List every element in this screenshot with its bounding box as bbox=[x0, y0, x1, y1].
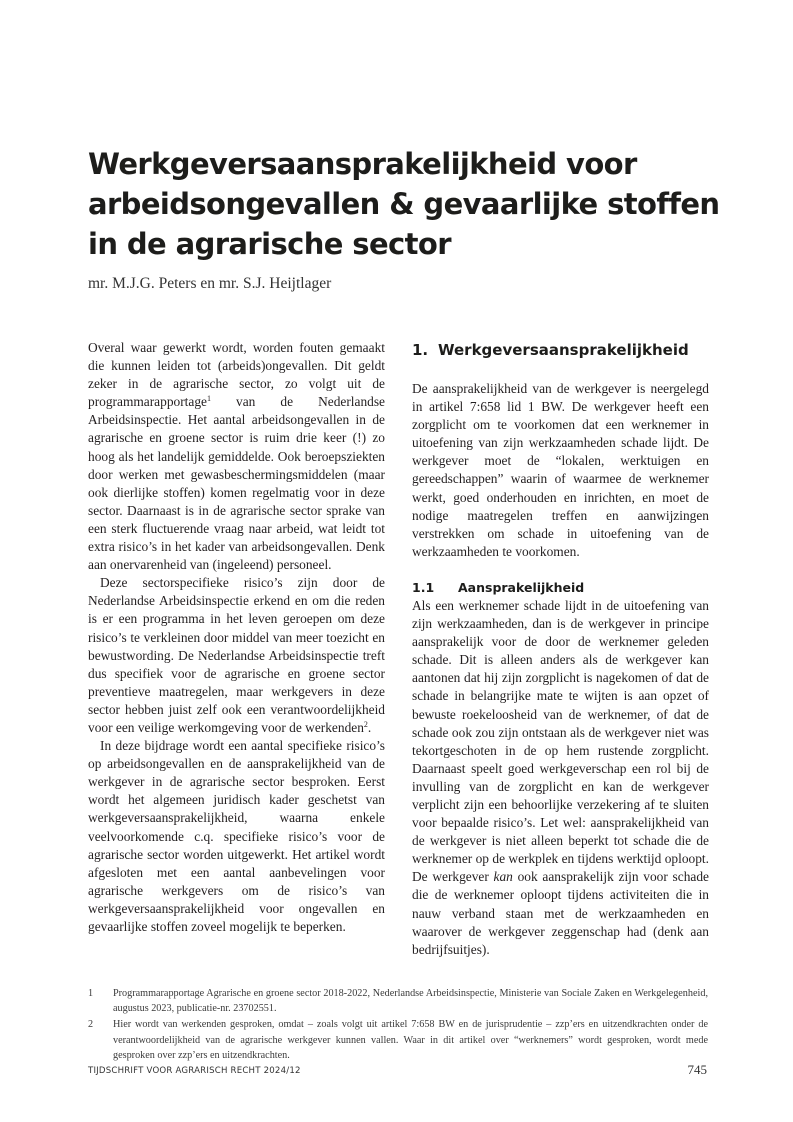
intro-paragraph-3: In deze bijdrage wordt een aantal specifieke risico’s op arbeidsongevallen en de aansprakelijkheid van de werkgever in de agrarische sector besproken. Eerst wordt het algemeen juridisch kader geschetst van werkgeversaansprakelijkheid, waarna enkele veelvoorkomende c.q. specifieke risico’s voor de agrarische sector worden uitgewerkt. Het artikel wordt afgesloten met een aantal aanbevelingen voor agrarische werkgevers om de risico’s van werkgeversaansprakelijkheid voor ongevallen en gevaarlijke stoffen zoveel mogelijk te beperken. bbox=[88, 738, 385, 934]
left-column bbox=[88, 339, 385, 936]
footnote-text: Programmarapportage Agrarische en groene sector 2018-2022, Nederlandse Arbeidsinspectie, Ministerie van Sociale Zaken en Werkgelegenheid, augustus 2023, publicatie-nr. 23702551. bbox=[113, 988, 708, 1015]
footnote-ref-1[interactable]: 1 bbox=[206, 394, 211, 404]
right-column bbox=[412, 339, 709, 959]
journal-footer: TIJDSCHRIFT VOOR AGRARISCH RECHT 2024/12 bbox=[88, 1066, 301, 1076]
section-number: 1. bbox=[412, 341, 429, 359]
section-1-paragraph: De aansprakelijkheid van de werkgever is neergelegd in artikel 7:658 lid 1 BW. De werkgever heeft een zorgplicht om te voorkomen dat een werknemer in uitoefening van zijn werkzaamheden schade lijdt. De werkgever moet de “lokalen, werktuigen en gereedschappen” waarin of waarmee de werknemer werkt, goed onderhouden en inrichten, en moet de nodige maatregelen treffen en aanwijzingen verstrekken om schade in uitoefening van de werkzaamheden te voorkomen. bbox=[412, 381, 709, 559]
footnotes bbox=[88, 986, 708, 1064]
subsection-number: 1.1 bbox=[412, 579, 435, 595]
page-number: 745 bbox=[687, 1062, 707, 1077]
footnote-2 bbox=[88, 1017, 708, 1063]
section-heading-1 bbox=[412, 340, 709, 360]
paragraph-text: . bbox=[367, 719, 372, 735]
intro-paragraph-1 bbox=[88, 339, 385, 574]
subsection-title: Aansprakelijkheid bbox=[458, 579, 585, 595]
footnote-number: 1 bbox=[88, 988, 94, 999]
paragraph-text: ook aansprakelijk zijn voor schade die de werknemer oploopt tijdens activiteiten die in nauw verband staan met de werkzaamheden en waarover de werkgever zeggenschap had (denk aan bedrijfsuitjes). bbox=[412, 869, 709, 957]
subsection-heading-1-1 bbox=[412, 579, 709, 597]
subsection-1-1-paragraph bbox=[412, 597, 709, 959]
paragraph-text: van de Nederlandse Arbeidsinspectie. Het aantal arbeidsongevallen in de agrarische en groene sector is ruim drie keer (!) zo hoog als het landelijk gemiddelde. Ook beroepsziekten door werken met gewasbeschermingsmiddelen (maar ook dierlijke stoffen) komen regelmatig voor in deze sector. Daarnaast is in de agrarische sector sprake van een sterk fluctuerende vraag naar arbeid, wat leidt tot extra risico’s in het kader van arbeidsongevallen. Denk aan onervarenheid van (ingeleend) personeel. bbox=[88, 394, 385, 573]
footnote-ref-2[interactable]: 2 bbox=[363, 719, 368, 729]
paragraph-text: Als een werknemer schade lijdt in de uitoefening van zijn werkzaamheden, dan is de werkgever in principe aansprakelijk voor de door de werknemer geleden schade. Dit is alleen anders als de werkgever kan aantonen dat hij zijn zorgplicht is nagekomen of dat de schade in belangrijke mate te wijten is aan opzet of bewuste roekeloosheid van de werknemer, of dat de schade ook zou zijn ontstaan als de werkgever niet was tekortgeschoten in de op hem rustende zorgplicht. Daarnaast speelt goed werkgeverschap een rol bij de invulling van de zorgplicht en kan de werkgever verplicht zijn een behoorlijke verzekering af te sluiten voor bepaalde risico’s. Let wel: aansprakelijkheid van de werkgever is niet alleen beperkt tot schade die de werknemer op de werkplek en tijdens werktijd oploopt. De werkgever bbox=[412, 597, 709, 885]
article-authors: mr. M.J.G. Peters en mr. S.J. Heijtlager bbox=[88, 275, 332, 292]
intro-paragraph-2 bbox=[88, 574, 385, 737]
article-title: Werkgeversaansprakelijkheid voor arbeidsongevallen & gevaarlijke stoffen in de agrarische sector bbox=[88, 147, 720, 261]
emphasis-text: kan bbox=[493, 869, 513, 885]
paragraph-text: Overal waar gewerkt wordt, worden fouten gemaakt die kunnen leiden tot (arbeids)ongevallen. Dit geldt zeker in de agrarische sector, zo volgt uit de programmarapportage bbox=[88, 340, 385, 410]
footnote-number: 2 bbox=[88, 1019, 94, 1031]
section-title: Werkgeversaansprakelijkheid bbox=[438, 341, 689, 359]
footnote-1 bbox=[88, 986, 708, 1016]
footnote-text: Hier wordt van werkenden gesproken, omdat – zoals volgt uit artikel 7:658 BW en de jurisprudentie – zzp’ers en uitzendkrachten onder de verantwoordelijkheid van de agrarische werkgever kunnen vallen. Waar in dit artikel over “werknemers” wordt gesproken, wordt mede gesproken over zzp’ers en uitzendkrachten. bbox=[113, 1019, 708, 1061]
paragraph-text: Deze sectorspecifieke risico’s zijn door de Nederlandse Arbeidsinspectie erkend en om die reden is er een programma in het leven geroepen om deze risico’s te verkleinen door middel van meer toezicht en bewustwording. De Nederlandse Arbeidsinspectie treft dus specifiek voor de agrarische en groene sector preventieve maatregelen, maar werkgevers in deze sector hebben juist zelf ook een verantwoordelijkheid voor een veilige werkomgeving voor de werkenden bbox=[88, 575, 385, 735]
